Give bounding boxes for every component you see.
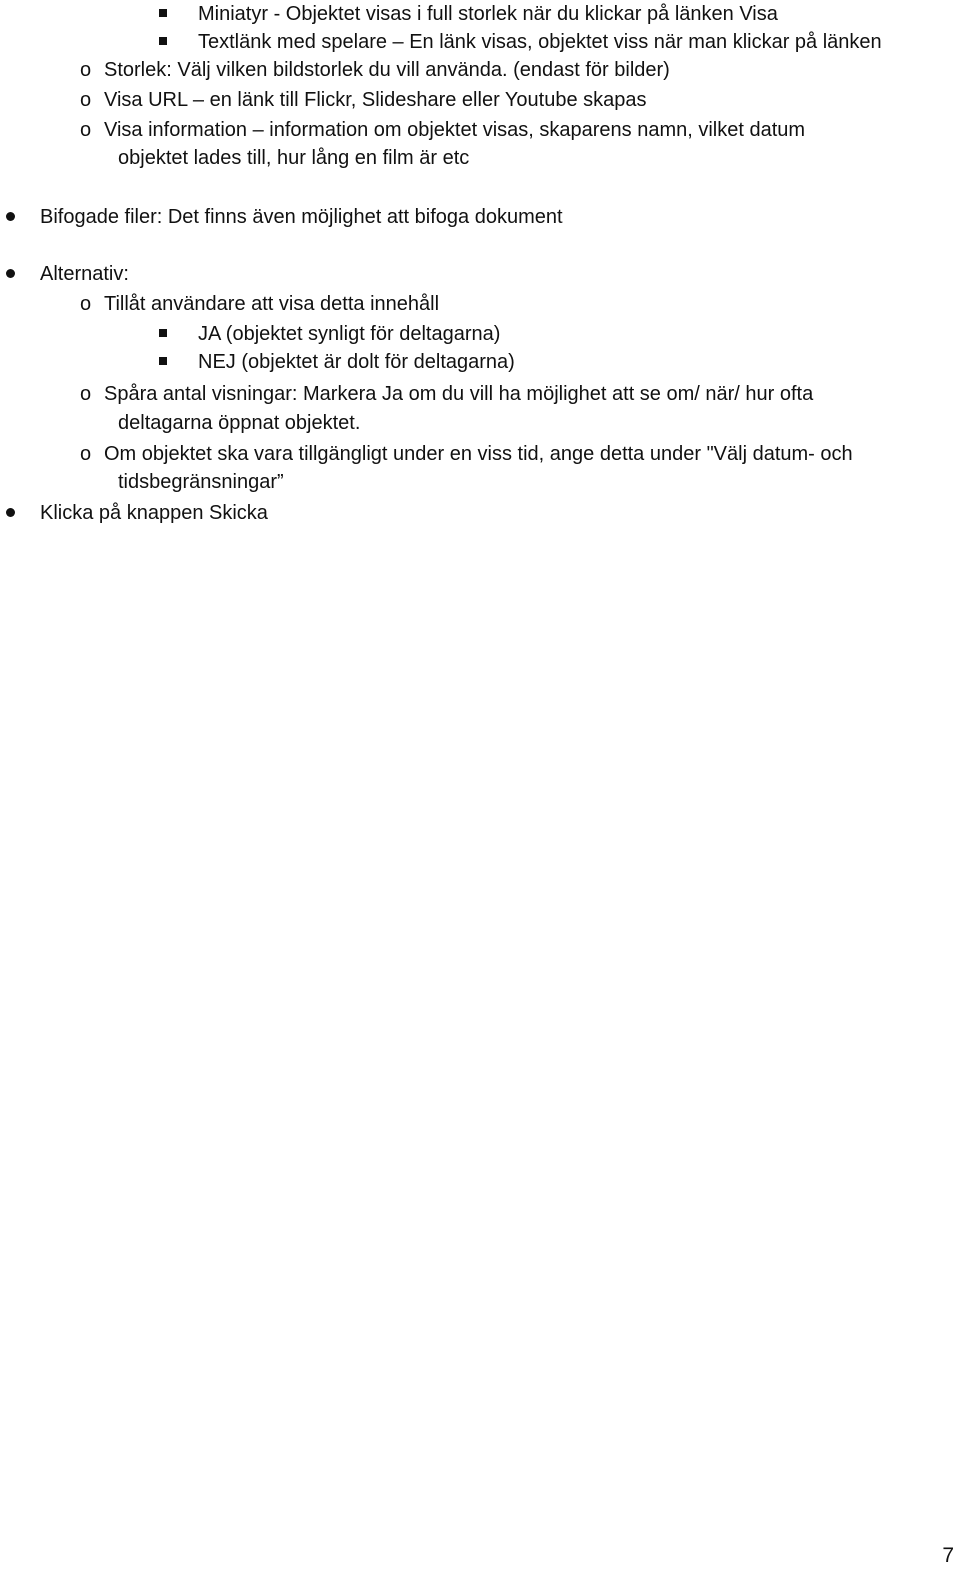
list-item-continuation: tidsbegränsningar” <box>118 471 284 493</box>
list-item-bifogade-filer: Bifogade filer: Det finns även möjlighet att bifoga dokument <box>40 206 563 228</box>
list-item-alternativ: Alternativ: <box>40 263 129 285</box>
list-item-spara-antal: Spåra antal visningar: Markera Ja om du vill ha möjlighet att se om/ när/ hur ofta <box>104 383 814 405</box>
disc-bullet-icon <box>6 269 15 278</box>
disc-bullet-icon <box>6 508 15 517</box>
list-item-visa-information: Visa information – information om objektet visas, skaparens namn, vilket datum <box>104 119 806 141</box>
circle-bullet-icon: o <box>80 383 92 405</box>
square-bullet-icon <box>159 9 167 17</box>
circle-bullet-icon: o <box>80 443 92 465</box>
square-bullet-icon <box>159 329 167 337</box>
list-item-ja: JA (objektet synligt för deltagarna) <box>198 323 501 345</box>
list-item-om-objektet: Om objektet ska vara tillgängligt under en viss tid, ange detta under "Välj datum- och <box>104 443 853 465</box>
list-item-tillat-anvandare: Tillåt användare att visa detta innehåll <box>104 293 440 315</box>
square-bullet-icon <box>159 357 167 365</box>
circle-bullet-icon: o <box>80 293 92 315</box>
list-item-continuation: deltagarna öppnat objektet. <box>118 412 361 434</box>
list-item-textlank: Textlänk med spelare – En länk visas, objektet viss när man klickar på länken <box>198 31 882 53</box>
list-item-klicka-skicka: Klicka på knappen Skicka <box>40 502 268 524</box>
list-item-nej: NEJ (objektet är dolt för deltagarna) <box>198 351 515 373</box>
circle-bullet-icon: o <box>80 119 92 141</box>
list-item-storlek: Storlek: Välj vilken bildstorlek du vill använda. (endast för bilder) <box>104 59 670 81</box>
square-bullet-icon <box>159 37 167 45</box>
list-item-miniatyr: Miniatyr - Objektet visas i full storlek när du klickar på länken Visa <box>198 3 778 25</box>
circle-bullet-icon: o <box>80 89 92 111</box>
list-item-visa-url: Visa URL – en länk till Flickr, Slideshare eller Youtube skapas <box>104 89 647 111</box>
disc-bullet-icon <box>6 212 15 221</box>
circle-bullet-icon: o <box>80 59 92 81</box>
page-number: 7 <box>942 1544 954 1567</box>
list-item-continuation: objektet lades till, hur lång en film är etc <box>118 147 470 169</box>
